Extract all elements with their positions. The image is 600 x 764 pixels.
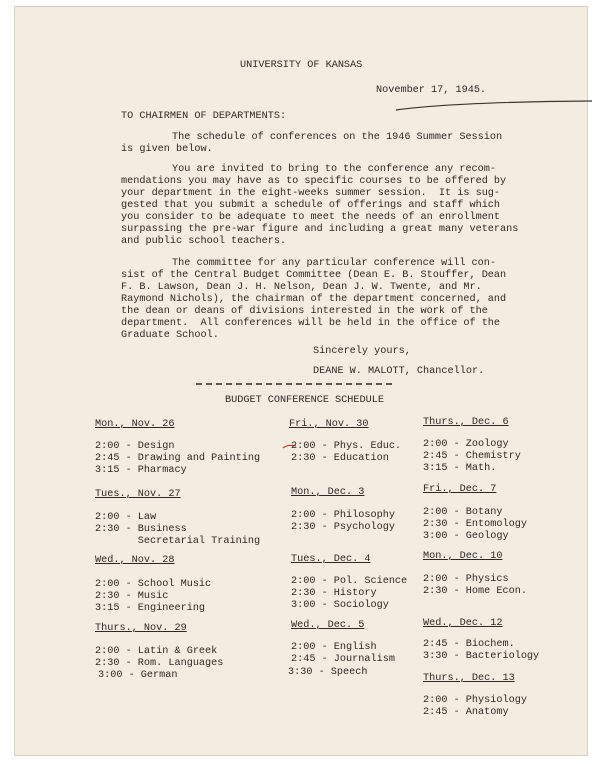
schedule-entry: 2:00 - Zoology xyxy=(423,439,509,450)
university-heading: UNIVERSITY OF KANSAS xyxy=(240,60,363,71)
day-heading-mon-dec-3: Mon., Dec. 3 xyxy=(291,487,365,498)
schedule-entry: 2:45 - Drawing and Painting xyxy=(95,453,261,464)
schedule-entry: 2:00 - School Music xyxy=(95,579,212,590)
schedule-entry: 2:00 - Pol. Science xyxy=(291,576,408,587)
paragraph-3-line-2: sist of the Central Budget Committee (Dean E. B. Stouffer, Dean xyxy=(121,270,507,281)
schedule-entry: 2:00 - Physiology xyxy=(423,695,527,706)
day-heading-tues-nov-27: Tues., Nov. 27 xyxy=(95,489,181,500)
paragraph-2-line-4: gested that you submit a schedule of offerings and staff which xyxy=(121,200,501,211)
schedule-entry: 2:30 - Psychology xyxy=(291,522,395,533)
salutation: TO CHAIRMEN OF DEPARTMENTS: xyxy=(121,111,287,122)
paragraph-2-line-7: and public school teachers. xyxy=(121,236,287,247)
schedule-entry: 2:30 - Music xyxy=(95,591,169,602)
day-heading-mon-nov-26: Mon., Nov. 26 xyxy=(95,419,175,430)
document-page xyxy=(14,6,588,756)
schedule-entry: 2:00 - Latin & Greek xyxy=(95,646,218,657)
schedule-entry: 2:30 - History xyxy=(291,588,377,599)
paragraph-3-line-6: department. All conferences will be held in the office of the xyxy=(121,318,501,329)
schedule-entry: 2:00 - English xyxy=(291,642,377,653)
schedule-entry: Secretarial Training xyxy=(95,536,261,547)
schedule-entry: 3:15 - Engineering xyxy=(95,603,206,614)
schedule-entry: 3:15 - Pharmacy xyxy=(95,465,187,476)
paragraph-2-line-3: your department in the eight-weeks summer session. It is sug- xyxy=(121,188,501,199)
day-heading-thurs-dec-13: Thurs., Dec. 13 xyxy=(423,673,515,684)
paragraph-2-line-1: You are invited to bring to the conference any recom- xyxy=(172,164,497,175)
schedule-entry: 2:45 - Chemistry xyxy=(423,451,521,462)
schedule-entry: 2:45 - Biochem. xyxy=(423,639,515,650)
paragraph-3-line-3: F. B. Lawson, Dean J. H. Nelson, Dean J. W. Twente, and Mr. xyxy=(121,282,482,293)
memo-date: November 17, 1945. xyxy=(376,85,487,96)
paragraph-1-line-2: is given below. xyxy=(121,144,213,155)
schedule-entry: 2:45 - Anatomy xyxy=(423,707,509,718)
dashed-separator xyxy=(196,382,396,386)
schedule-entry: 3:00 - Sociology xyxy=(291,600,389,611)
schedule-entry: 2:00 - Botany xyxy=(423,507,503,518)
paragraph-2-line-6: surpassing the pre-war figure and including a great many veterans xyxy=(121,224,519,235)
schedule-entry: 2:00 - Physics xyxy=(423,574,509,585)
day-heading-fri-nov-30: Fri., Nov. 30 xyxy=(289,419,369,430)
schedule-entry: 2:30 - Education xyxy=(291,453,389,464)
schedule-entry: 2:45 - Journalism xyxy=(291,654,395,665)
schedule-entry: 2:30 - Home Econ. xyxy=(423,586,527,597)
schedule-entry: 2:00 - Phys. Educ. xyxy=(291,441,402,452)
paragraph-3-line-1: The committee for any particular conference will con- xyxy=(172,258,497,269)
day-heading-mon-dec-10: Mon., Dec. 10 xyxy=(423,551,503,562)
paragraph-3-line-4: Raymond Nichols), the chairman of the department concerned, and xyxy=(121,294,507,305)
schedule-entry: 2:30 - Entomology xyxy=(423,519,527,530)
day-heading-wed-dec-12: Wed., Dec. 12 xyxy=(423,618,503,629)
schedule-entry: 3:00 - German xyxy=(98,670,178,681)
paragraph-3-line-5: the dean or deans of divisions interested in the work of the xyxy=(121,306,488,317)
paragraph-2-line-5: you consider to be adequate to meet the needs of an enrollment xyxy=(121,212,501,223)
schedule-entry: 3:00 - Geology xyxy=(423,531,509,542)
closing: Sincerely yours, xyxy=(313,346,411,357)
schedule-entry: 3:15 - Math. xyxy=(423,463,497,474)
day-heading-thurs-dec-6: Thurs., Dec. 6 xyxy=(423,417,509,428)
schedule-entry: 2:00 - Design xyxy=(95,441,175,452)
day-heading-tues-dec-4: Tues., Dec. 4 xyxy=(291,554,371,565)
schedule-entry: 2:00 - Law xyxy=(95,512,157,523)
schedule-entry: 2:30 - Business xyxy=(95,524,187,535)
schedule-title: BUDGET CONFERENCE SCHEDULE xyxy=(225,395,384,406)
signature-line: DEANE W. MALOTT, Chancellor. xyxy=(313,366,485,377)
day-heading-wed-dec-5: Wed., Dec. 5 xyxy=(291,620,365,631)
paragraph-1-line-1: The schedule of conferences on the 1946 Summer Session xyxy=(172,132,503,143)
day-heading-wed-nov-28: Wed., Nov. 28 xyxy=(95,555,175,566)
schedule-entry: 3:30 - Bacteriology xyxy=(423,651,540,662)
schedule-entry: 2:30 - Rom. Languages xyxy=(95,658,224,669)
paragraph-3-line-7: Graduate School. xyxy=(121,330,219,341)
paragraph-2-line-2: mendations you may have as to specific courses to be offered by xyxy=(121,176,507,187)
schedule-entry: 2:00 - Philosophy xyxy=(291,510,395,521)
schedule-entry: 3:30 - Speech xyxy=(288,667,368,678)
day-heading-fri-dec-7: Fri., Dec. 7 xyxy=(423,484,497,495)
date-pen-stroke xyxy=(394,98,594,114)
day-heading-thurs-nov-29: Thurs., Nov. 29 xyxy=(95,623,187,634)
